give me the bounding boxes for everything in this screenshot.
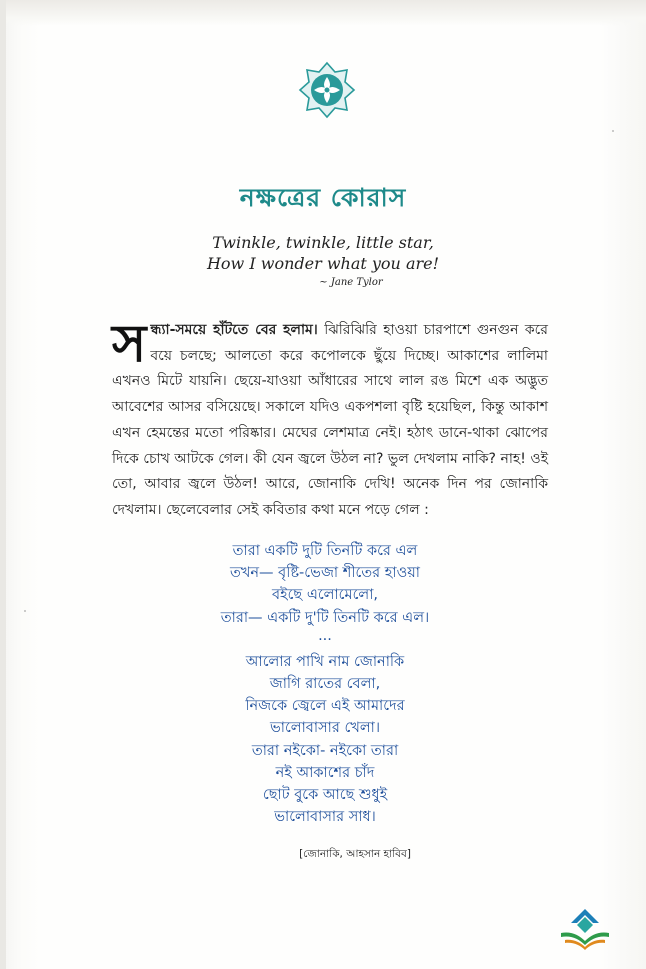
stanza-separator: ... <box>318 627 332 644</box>
poem-line: জাগি রাতের বেলা, <box>269 676 381 693</box>
poem-credit: [জোনাকি, আহসান হাবিব] <box>299 848 411 860</box>
poem-quote <box>160 540 490 828</box>
poem-line: ছোট বুকে আছে শুধুই <box>262 787 388 804</box>
poem-line: বইছে এলোমেলো, <box>271 587 379 604</box>
paragraph-body: ঝিরিঝিরি হাওয়া চারপাশে গুনগুন করে বয়ে চলছে; আলতো করে কপোলকে ছুঁয়ে দিচ্ছে। আকাশের লালিমা এখনও মিটে যায়নি। ছেয়ে-যাওয়া আঁধারের সাথে লাল রঙ মিশে এক অদ্ভুত আবেশের আসর বসিয়েছে। সকালে যদিও একপশলা বৃষ্টি হয়েছিল, কিন্তু আকাশ এখন হেমন্তের মতো পরিষ্কার। মেঘের লেশমাত্র নেই। হঠাৎ ডানে-থাকা ঝোপের দিকে চোখ আটকে গেল। কী যেন জ্বলে উঠল না? ভুল দেখলাম নাকি? নাহ! ওই তো, আবার জ্বলে উঠল! আরে, জোনাকি দেখি! অনেক দিন পর জোনাকি দেখলাম। ছেলেবেলার সেই কবিতার কথা মনে পড়ে গেল : <box>112 322 548 518</box>
poem-line: তারা নইকো- নইকো তারা <box>251 742 399 759</box>
poem-line: আলোর পাখি নাম জোনাকি <box>245 653 405 670</box>
epigraph <box>0 232 646 288</box>
scan-shadow <box>0 0 646 26</box>
scan-speck <box>612 130 614 132</box>
poem-line: তখন— বৃষ্টি-ভেজা শীতের হাওয়া <box>229 565 421 582</box>
epigraph-line: Twinkle, twinkle, little star, <box>212 233 434 252</box>
chapter-title: নক্ষত্রের কোরাস <box>239 183 407 212</box>
poem-line: নই আকাশের চাঁদ <box>275 764 375 781</box>
lotus-ornament-icon <box>297 60 357 120</box>
scan-speck <box>24 610 26 612</box>
poem-line: নিজকে জ্বেলে এই আমাদের <box>245 698 405 715</box>
epigraph-line: How I wonder what you are! <box>206 254 440 273</box>
epigraph-author: ~ Jane Tylor <box>319 277 383 288</box>
poem-line: ভালোবাসার খেলা। <box>269 720 381 737</box>
poem-line: ভালোবাসার সাধ। <box>274 809 376 826</box>
poem-line: তারা— একটি দু'টি তিনটি করে এল। <box>220 609 430 626</box>
lead-sentence: ন্ধ্যা-সময়ে হাঁটতে বের হলাম। <box>150 322 318 338</box>
prose-paragraph <box>112 314 548 524</box>
poem-line: তারা একটি দুটি তিনটি করে এল <box>232 543 418 559</box>
publisher-logo-icon <box>555 905 615 955</box>
page-edge <box>0 0 6 969</box>
drop-cap: স <box>112 314 147 374</box>
